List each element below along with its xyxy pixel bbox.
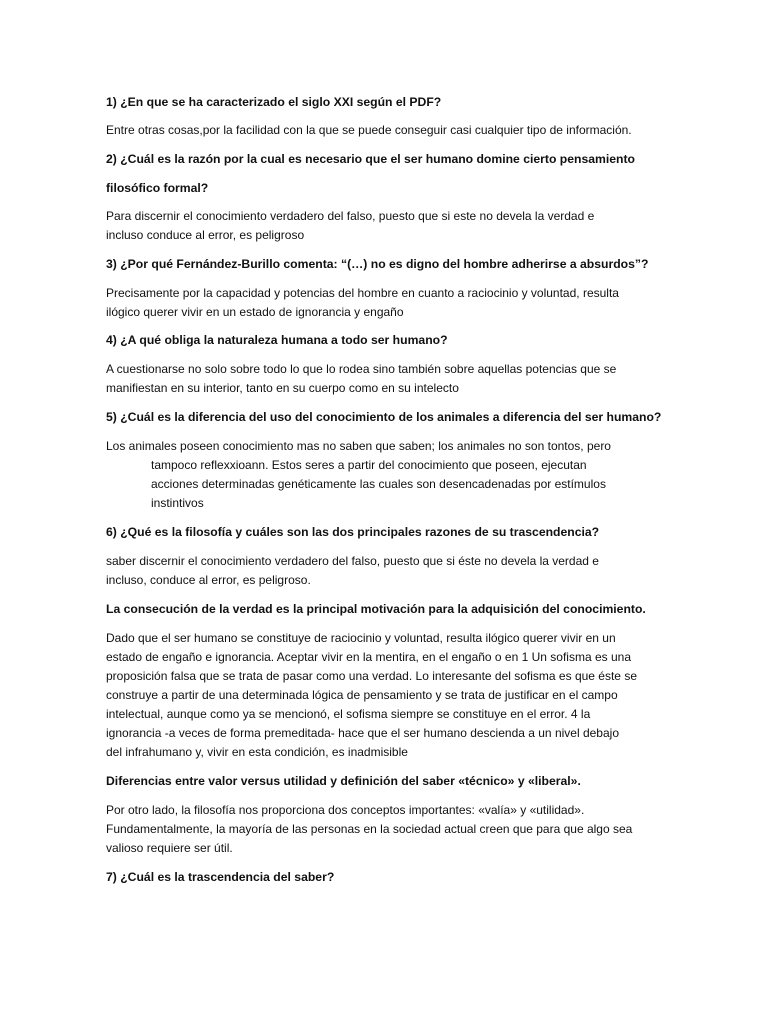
- paragraph-value-line-2: Fundamentalmente, la mayoría de las personas en la sociedad actual creen que para que algo sea: [106, 822, 633, 836]
- answer-6-line-1: saber discernir el conocimiento verdadero del falso, puesto que si éste no devela la verdad e: [106, 554, 599, 568]
- paragraph-truth-line-5: intelectual, aunque como ya se mencionó, el sofisma siempre se constituye en el error. 4 la: [106, 707, 591, 721]
- paragraph-truth-line-4: construye a partir de una determinada lógica de pensamiento y se trata de justificar en el campo: [106, 688, 618, 702]
- question-2: 2) ¿Cuál es la razón por la cual es necesario que el ser humano domine cierto pensamiento: [106, 152, 635, 166]
- answer-3-line-1: Precisamente por la capacidad y potencias del hombre en cuanto a raciocinio y voluntad, resulta: [106, 286, 619, 300]
- question-2-continued: filosófico formal?: [106, 181, 209, 195]
- answer-1: Entre otras cosas,por la facilidad con la que se puede conseguir casi cualquier tipo de información.: [106, 123, 632, 137]
- answer-5-line-2: tampoco reflexxioann. Estos seres a partir del conocimiento que poseen, ejecutan: [151, 458, 587, 472]
- question-1: 1) ¿En que se ha caracterizado el siglo XXI según el PDF?: [106, 95, 442, 109]
- answer-4-line-1: A cuestionarse no solo sobre todo lo que lo rodea sino también sobre aquellas potencias que se: [106, 362, 617, 376]
- question-6: 6) ¿Qué es la filosofía y cuáles son las dos principales razones de su trascendencia?: [106, 525, 600, 539]
- question-4: 4) ¿A qué obliga la naturaleza humana a todo ser humano?: [106, 333, 448, 347]
- answer-5-line-4: instintivos: [151, 496, 204, 510]
- answer-6-line-2: incluso, conduce al error, es peligroso.: [106, 573, 311, 587]
- paragraph-truth-line-3: proposición falsa que se trata de pasar como una verdad. Lo interesante del sofisma es que éste se: [106, 669, 637, 683]
- question-3: 3) ¿Por qué Fernández-Burillo comenta: “(…) no es digno del hombre adherirse a absurdos”?: [106, 257, 649, 271]
- paragraph-truth-line-6: ignorancia -a veces de forma premeditada- hace que el ser humano descienda a un nivel debajo: [106, 726, 619, 740]
- heading-truth: La consecución de la verdad es la principal motivación para la adquisición del conocimiento.: [106, 602, 646, 616]
- answer-5-line-3: acciones determinadas genéticamente las cuales son desencadenadas por estímulos: [151, 477, 606, 491]
- answer-3-line-2: ilógico querer vivir en un estado de ignorancia y engaño: [106, 305, 404, 319]
- answer-2-line-1: Para discernir el conocimiento verdadero del falso, puesto que si este no devela la verdad e: [106, 209, 595, 223]
- paragraph-truth-line-7: del infrahumano y, vivir en esta condición, es inadmisible: [106, 745, 408, 759]
- question-5: 5) ¿Cuál es la diferencia del uso del conocimiento de los animales a diferencia del ser humano?: [106, 410, 662, 424]
- heading-value-utility: Diferencias entre valor versus utilidad y definición del saber «técnico» y «liberal».: [106, 774, 581, 788]
- answer-4-line-2: manifiestan en su interior, tanto en su cuerpo como en su intelecto: [106, 381, 459, 395]
- answer-2-line-2: incluso conduce al error, es peligroso: [106, 228, 305, 242]
- paragraph-truth-line-2: estado de engaño e ignorancia. Aceptar vivir en la mentira, en el engaño o en 1 Un sofisma es una: [106, 650, 632, 664]
- paragraph-truth-line-1: Dado que el ser humano se constituye de raciocinio y voluntad, resulta ilógico querer vivir en un: [106, 631, 616, 645]
- paragraph-value-line-1: Por otro lado, la filosofía nos proporciona dos conceptos importantes: «valía» y «utilidad».: [106, 803, 585, 817]
- paragraph-value-line-3: valioso requiere ser útil.: [106, 841, 233, 855]
- answer-5-line-1: Los animales poseen conocimiento mas no saben que saben; los animales no son tontos, pero: [106, 439, 611, 453]
- question-7: 7) ¿Cuál es la trascendencia del saber?: [106, 870, 335, 884]
